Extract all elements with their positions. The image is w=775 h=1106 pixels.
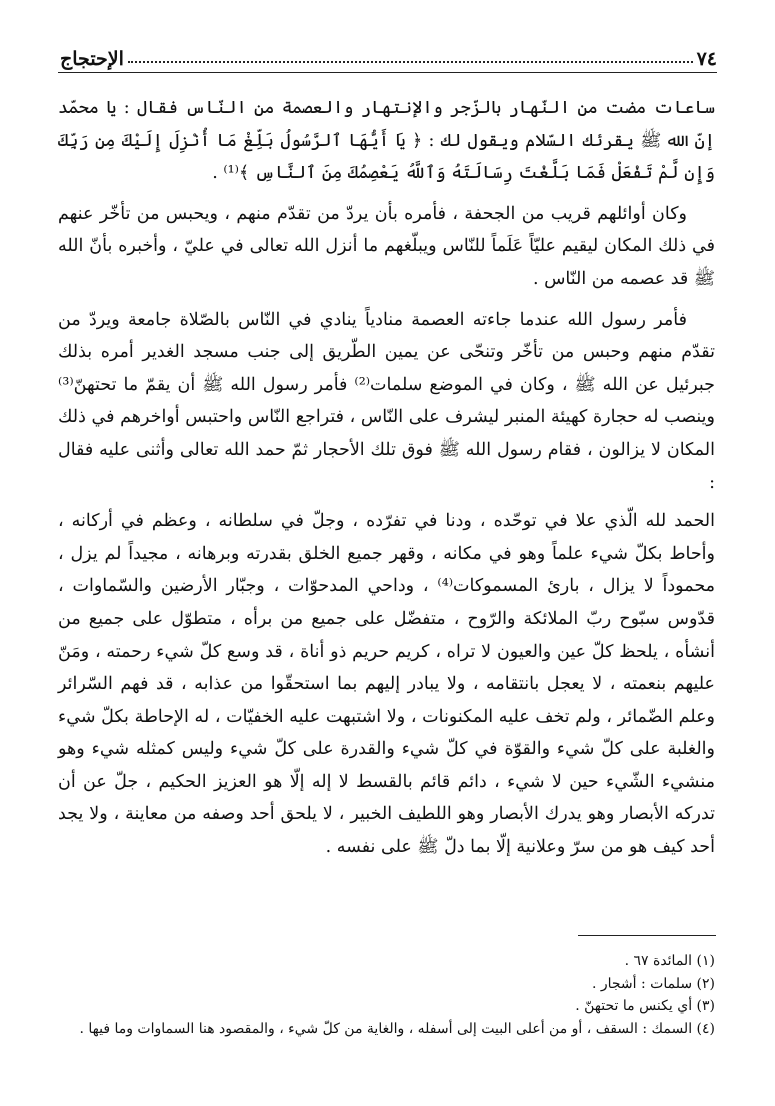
paragraph-2: وكان أوائلهم قريب من الجحفة ، فأمره بأن يردّ من تقدّم منهم ، ويحبس من تأخّر عنهم في ذلك المكان ليقيم عليّاً عَلَماً للنّاس ويبلّغهم ما أنزل الله تعالى في عليّ ، وأخبره بأنّ الله ﷺ قد عصمه من النّاس .: [58, 203, 715, 289]
main-text: [58, 92, 715, 864]
footnotes: [58, 950, 715, 1040]
page-number: ٧٤: [696, 48, 717, 70]
paragraph-3: فأمر رسول الله عندما جاءته العصمة منادياً ينادي في النّاس بالصّلاة جامعة ويردّ من تقدّم منهم وحبس من تأخّر وتنحّى عن يمين الطّريق إلى جنب مسجد الغدير أمره بذلك جبرئيل عن الله ﷺ ، وكان في الموضع سلمات⁽²⁾ فأمر رسول الله ﷺ أن يقمّ ما تحتهنّ⁽³⁾ وينصب له حجارة كهيئة المنبر ليشرف على النّاس ، فتراجع النّاس واحتبس أواخرهم في ذلك المكان لا يزالون ، فقام رسول الله ﷺ فوق تلك الأحجار ثمّ حمد الله تعالى وأثنى عليه فقال :: [58, 309, 715, 493]
footnote-2: (٢) سلمات : أشجار .: [591, 975, 715, 992]
footnote-separator: [578, 935, 716, 936]
footnote-1: (١) المائدة ٦٧ .: [624, 953, 715, 969]
header-rule: [58, 72, 717, 73]
footnote-3: (٣) أي يكنس ما تحتهنّ .: [575, 998, 715, 1014]
footnote-4: (٤) السمك : السقف ، أو من أعلى البيت إلى أسفله ، والغاية من كلّ شيء ، والمقصود هنا السماوات وما فيها .: [79, 1020, 715, 1037]
page-header: [60, 40, 717, 70]
paragraph-4: الحمد لله الّذي علا في توحّده ، ودنا في تفرّده ، وجلّ في سلطانه ، وعظم في أركانه ، وأحاط بكلّ شيء علماً وهو في مكانه ، وقهر جميع الخلق بقدرته وبرهانه ، مجيداً لم يزل ، محموداً لا يزال ، بارئ المسموكات⁽⁴⁾ ، وداحي المدحوّات ، وجبّار الأرضين والسّماوات ، قدّوس سبّوح ربّ الملائكة والرّوح ، متفضّل على جميع من برأه ، متطوّل على جميع من أنشأه ، يلحظ كلّ عين والعيون لا تراه ، كريم حريم ذو أناة ، قد وسع كلّ شيء رحمته ، ومَنّ عليهم بنعمته ، لا يعجل بانتقامه ، ولا يبادر إليهم بما استحقّوا من عذابه ، قد فهم السّرائر وعلم الضّمائر ، ولم تخف عليه المكنونات ، ولا اشتبهت عليه الخفيّات ، له الإحاطة بكلّ شيء والغلبة على كلّ شيء والقوّة في كلّ شيء والقدرة على كلّ شيء وليس كمثله شيء وهو منشيء الشّيء حين لا شيء ، دائم قائم بالقسط لا إله إلّا هو العزيز الحكيم ، جلّ عن أن تدركه الأبصار وهو يدرك الأبصار وهو اللطيف الخبير ، لا يلحق أحد وصفه من معاينة ، ولا يجد أحد كيف هو من سرّ وعلانية إلّا بما دلّ ﷺ على نفسه .: [58, 511, 715, 858]
header-dot-leader: [128, 61, 693, 63]
running-title: الإحتجاج: [60, 48, 124, 70]
paragraph-1: ساعات مضت من النّهار بالزّجر والإنتهار والعصمة من النّاس فقال : يا محمّد إنّ الله ﷺ يقرئك السّلام ويقول لك : ﴿ يَا أَيُّهَا ٱلرَّسُولُ بَلِّغْ مَا أُنْزِلَ إِلَيْكَ مِن رَبِّكَ وَإِن لَّمْ تَفْعَلْ فَمَا بَلَّغْتَ رِسَالَتَهُ وَٱللَّهُ يَعْصِمُكَ مِنَ ٱلنَّاسِ ﴾⁽¹⁾ .: [58, 98, 715, 184]
